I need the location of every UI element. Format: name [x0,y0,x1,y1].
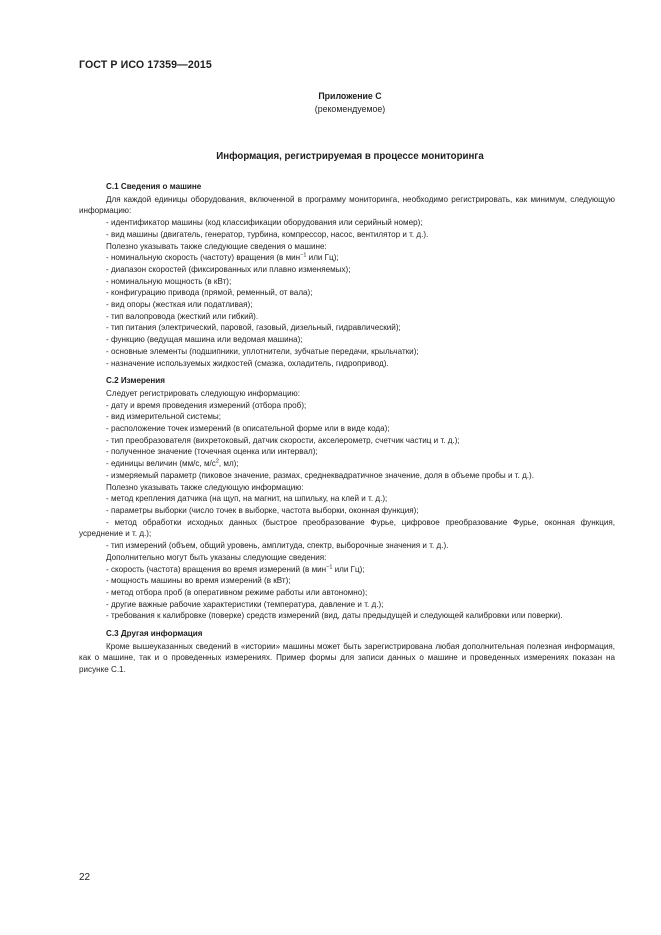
list-item-text: - номинальную скорость (частоту) вращения (в мин [106,253,301,263]
list-item: - метод крепления датчика (на щуп, на магнит, на шпильку, на клей и т. д.); [106,494,388,504]
list-item: - расположение точек измерений (в описательной форме или в виде кода); [106,424,390,434]
list-item: - номинальную мощность (в кВт); [106,276,232,286]
superscript: 2 [215,458,219,465]
list-item: - вид измерительной системы; [106,412,221,422]
list-item: - вид машины (двигатель, генератор, турбина, компрессор, насос, вентилятор и т. д.). [106,229,429,239]
appendix-title: Приложение С [318,91,382,101]
superscript: −1 [300,252,307,259]
list-item-text: - единицы величин (мм/с, м/с [106,459,216,469]
list-item: - полученное значение (точечная оценка или интервал); [106,447,318,457]
list-item: - основные элементы (подшипники, уплотнители, зубчатые передачи, крыльчатки); [106,346,419,356]
list-item-text: , мл); [218,459,239,469]
list-item: - тип валопровода (жесткий или гибкий). [106,311,259,321]
section-c2-intro: Следует регистрировать следующую информацию: [106,388,300,398]
list-item-text: - скорость (частота) вращения во время измерений (в мин [106,564,327,574]
list-item: - назначение используемых жидкостей (смазка, охладитель, гидропривод). [106,358,389,368]
section-heading-c3: С.3 Другая информация [106,629,203,639]
section-c2-extra-intro: Полезно указывать также следующую информацию: [106,482,304,492]
list-item: - метод отбора проб (в оперативном режиме работы или автономно); [106,587,368,597]
superscript: −1 [326,563,333,570]
list-item: - тип питания (электрический, паровой, газовый, дизельный, гидравлический); [106,323,401,333]
list-item: - диапазон скоростей (фиксированных или плавно изменяемых); [106,264,351,274]
list-item: - конфигурацию привода (прямой, ременный, от вала); [106,288,313,298]
section-heading-c1: С.1 Сведения о машине [106,182,202,191]
section-c3-text: Кроме вышеуказанных сведений в «истории» машины может быть зарегистрирована любая дополнительная полезная информация, как о машине, так и о проведенных измерениях. Пример формы для записи данных о машине и проведенных измерениях показан на рисунке С.1. [79,641,615,675]
list-item: - параметры выборки (число точек в выборке, частота выборки, оконная функция); [106,505,419,515]
list-item: - дату и время проведения измерений (отбора проб); [106,400,307,410]
appendix-heading [200,90,500,116]
list-item [79,564,615,576]
appendix-subtitle: (рекомендуемое) [314,104,386,114]
list-item-text: или Гц); [332,564,365,574]
list-item: - измеряемый параметр (пиковое значение, размах, среднеквадратичное значение, доля в объеме пробы и т. д.). [106,470,534,480]
document-body [79,181,615,676]
section-c1-intro: Для каждой единицы оборудования, включенной в программу мониторинга, необходимо регистрировать, как минимум, следующую информацию: [79,194,615,216]
list-item: - идентификатор машины (код классификации оборудования или серийный номер); [106,218,423,228]
page-title: Информация, регистрируемая в процессе мониторинга [216,151,484,162]
list-item: - вид опоры (жесткая или податливая); [106,300,253,310]
list-item [79,252,615,264]
list-item: - метод обработки исходных данных (быстрое преобразование Фурье, цифровое преобразование Фурье, оконная функция, усреднение и т. д.); [79,517,615,539]
list-item: - тип преобразователя (вихретоковый, датчик скорости, акселерометр, счетчик частиц и т. д.); [106,435,460,445]
list-item-text: или Гц); [306,253,339,263]
section-heading-c2: С.2 Измерения [106,376,166,386]
section-c1-extra-intro: Полезно указывать также следующие сведения о машине: [106,241,327,251]
page-number: 22 [79,872,91,883]
list-item: - другие важные рабочие характеристики (температура, давление и т. д.); [106,599,384,609]
list-item: - мощность машины во время измерений (в кВт); [106,576,291,586]
list-item: - функцию (ведущая машина или ведомая машина); [106,335,303,345]
list-item: - требования к калибровке (поверке) средств измерений (вид, даты предыдущей и следующей калибровки или поверки). [106,611,563,621]
list-item [79,458,615,470]
section-c2-add-intro: Дополнительно могут быть указаны следующие сведения: [106,552,327,562]
list-item: - тип измерений (объем, общий уровень, амплитуда, спектр, выборочные значения и т. д.). [106,541,449,551]
standard-header: ГОСТ Р ИСО 17359—2015 [79,59,212,71]
